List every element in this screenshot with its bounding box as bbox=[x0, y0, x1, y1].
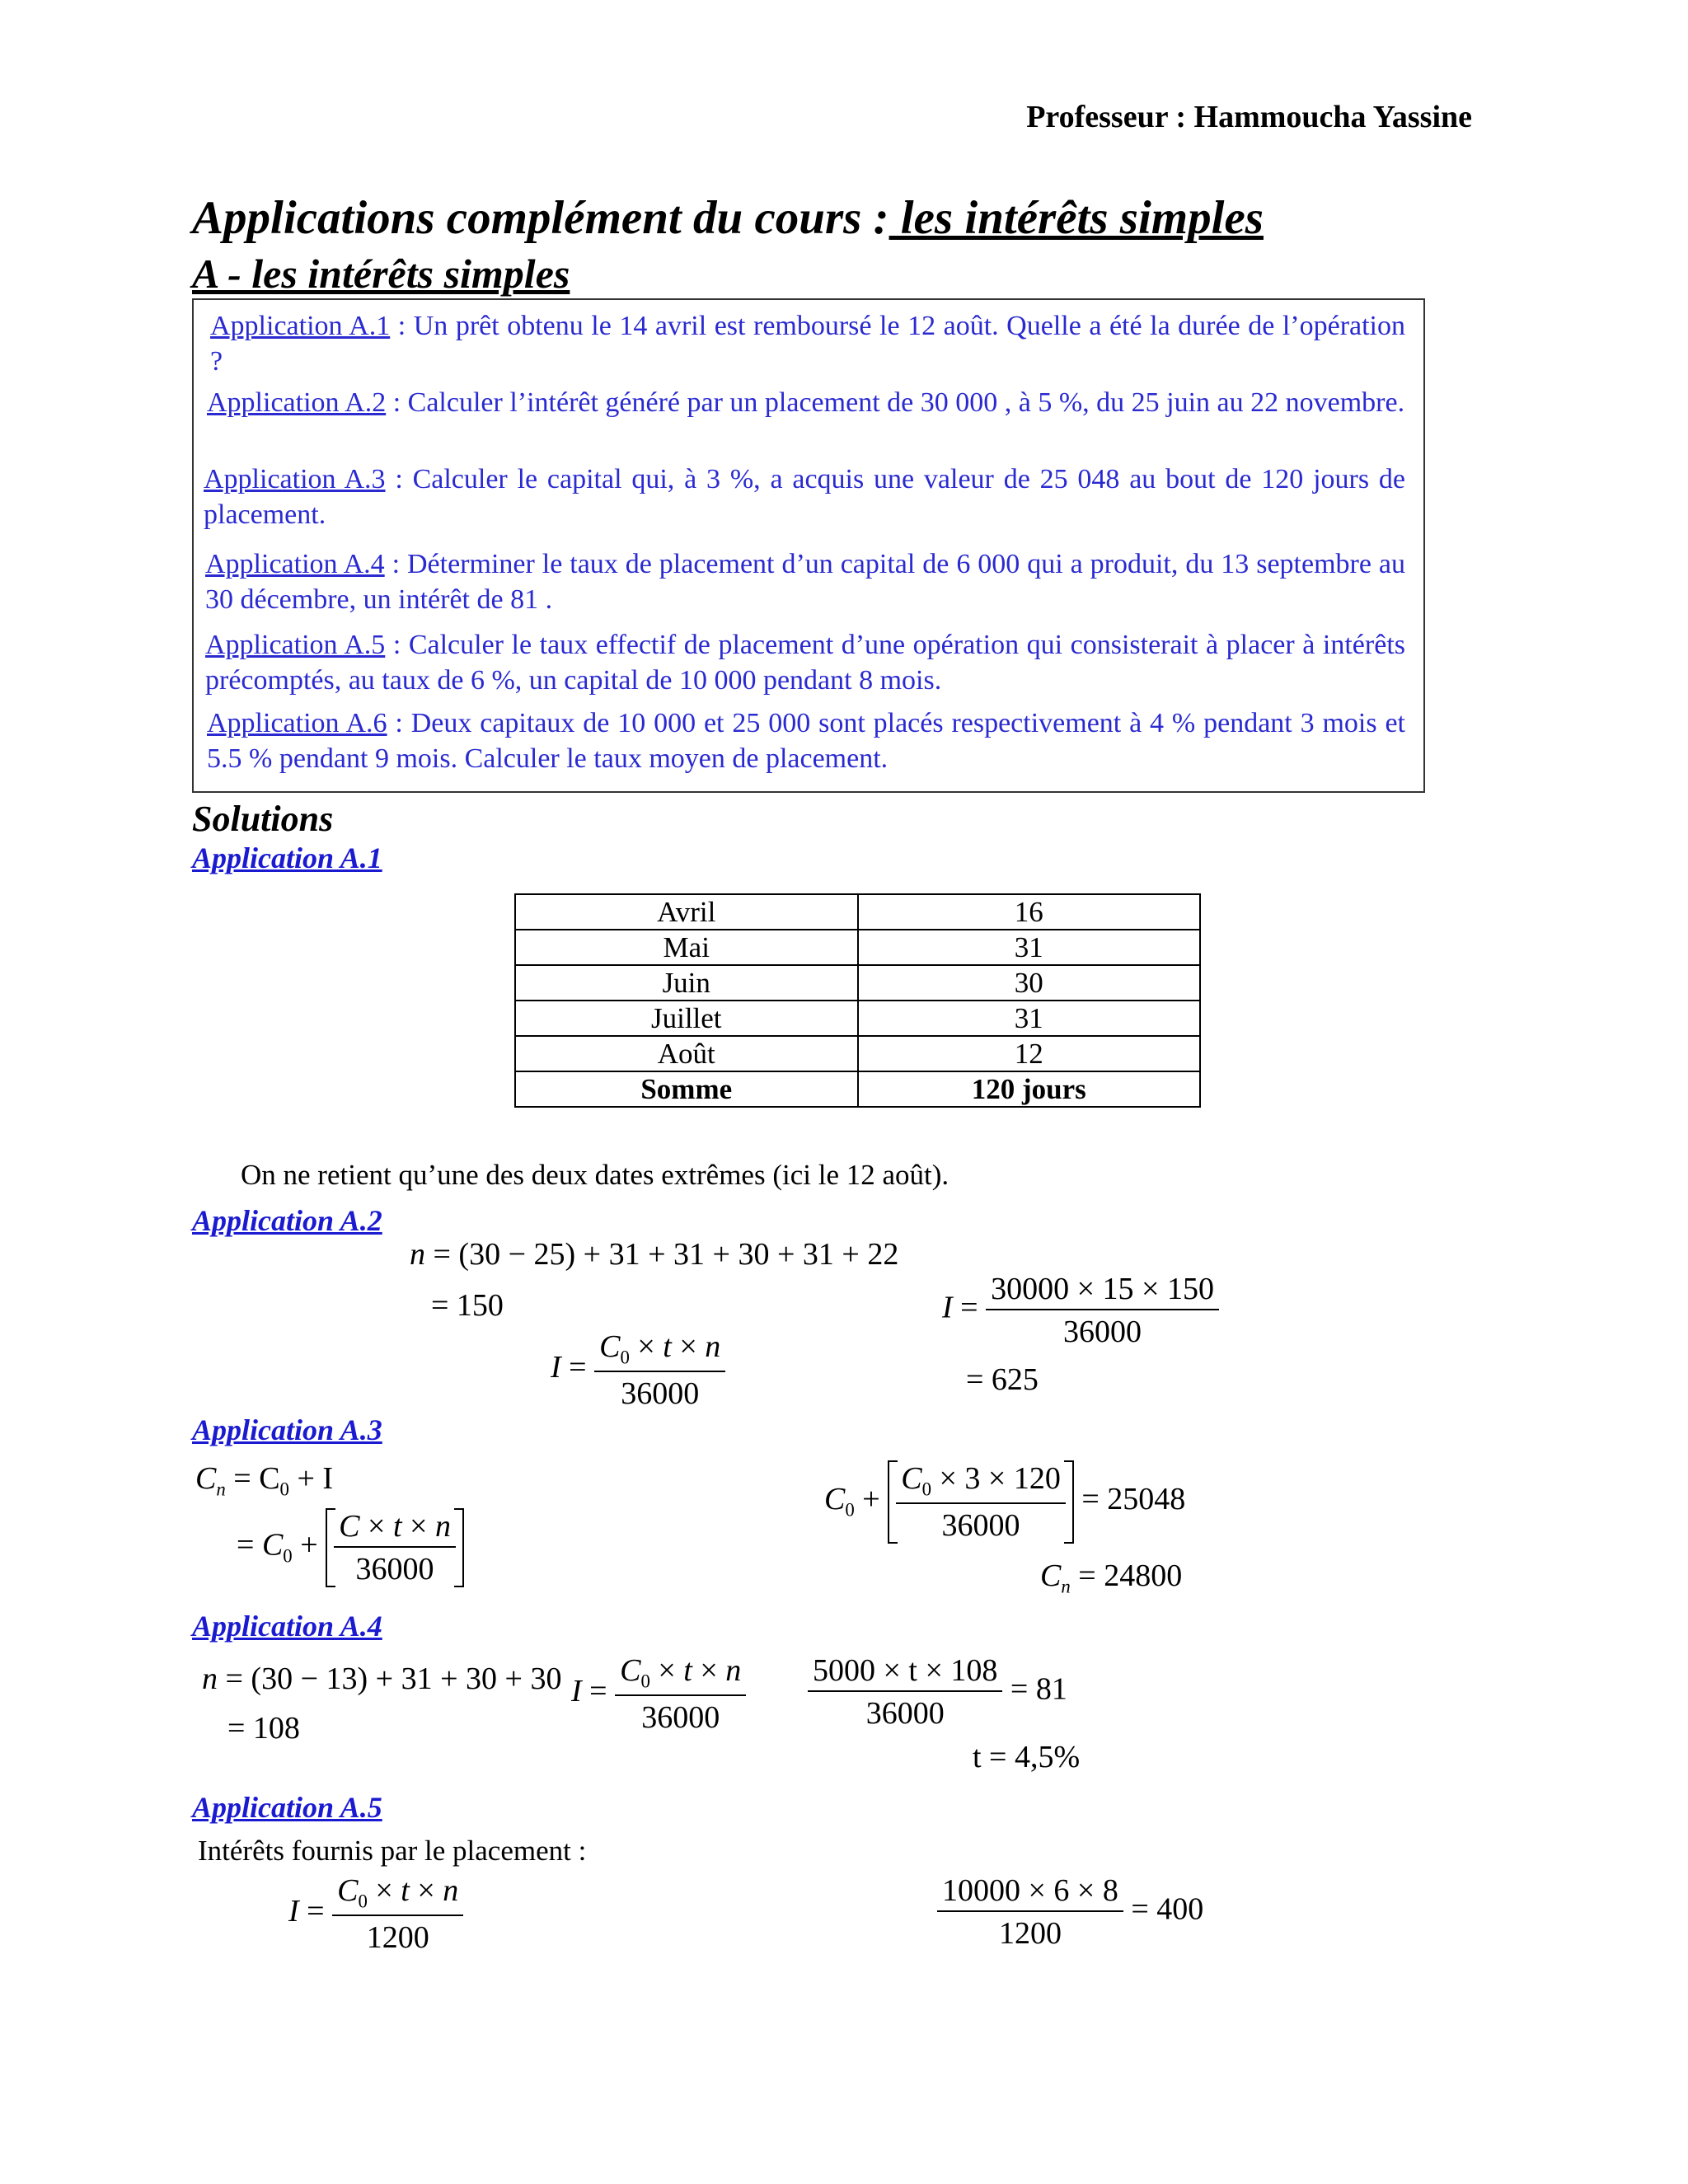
app-label: Application A.1 bbox=[210, 311, 391, 341]
month-cell: Juin bbox=[515, 965, 858, 1001]
table-row bbox=[515, 965, 1200, 1001]
a3-cn-result: $C_n = 24800$ bbox=[1040, 1558, 1183, 1597]
solution-a5-label: Application A.5 bbox=[192, 1791, 382, 1824]
application-a1 bbox=[210, 308, 1405, 379]
table-row bbox=[515, 1001, 1200, 1036]
applications-box bbox=[192, 298, 1425, 793]
app-text: : Calculer l’intérêt généré par un placement de 30 000 , à 5 %, du 25 juin au 22 novembre. bbox=[386, 387, 1405, 418]
table-row bbox=[515, 894, 1200, 930]
app-label: Application A.6 bbox=[207, 708, 387, 738]
month-cell: Mai bbox=[515, 930, 858, 965]
months-table bbox=[514, 893, 1201, 1108]
sum-value-cell: 120 jours bbox=[858, 1071, 1201, 1107]
sum-label-cell: Somme bbox=[515, 1071, 858, 1107]
title-main: Applications complément du cours : bbox=[192, 192, 889, 244]
solution-a2-label: Application A.2 bbox=[192, 1204, 382, 1237]
application-a6 bbox=[207, 705, 1405, 776]
app-label: Application A.3 bbox=[204, 464, 386, 494]
table-row bbox=[515, 1036, 1200, 1071]
month-cell: Avril bbox=[515, 894, 858, 930]
app-label: Application A.2 bbox=[207, 387, 387, 418]
month-cell: Juillet bbox=[515, 1001, 858, 1036]
application-a5 bbox=[205, 627, 1405, 698]
a2-i-numeric: I = $\frac{30000 \times 15 \times 150}{36000}$ bbox=[942, 1271, 1219, 1350]
title-underlined: les intérêts simples bbox=[889, 192, 1264, 244]
a3-eq1: $C_n = C_0 + I$ bbox=[195, 1461, 334, 1500]
a4-numeric: $\frac{5000 \times t \times 108}{36000}$ = 81 bbox=[808, 1652, 1067, 1732]
days-cell: 30 bbox=[858, 965, 1201, 1001]
author: Professeur : Hammoucha Yassine bbox=[1026, 100, 1472, 134]
month-cell: Août bbox=[515, 1036, 858, 1071]
app-text: : Un prêt obtenu le 14 avril est remboursé le 12 août. Quelle a été la durée de l’opération ? bbox=[210, 311, 1405, 377]
application-a4 bbox=[205, 546, 1405, 617]
app-text: : Calculer le capital qui, à 3 %, a acquis une valeur de 25 048 au bout de 120 jours de placement. bbox=[204, 464, 1405, 530]
a2-n-line2: = 150 bbox=[431, 1288, 504, 1323]
a2-n-line1: n = (30 − 25) + 31 + 31 + 30 + 31 + 22 bbox=[410, 1237, 899, 1272]
solution-a3-label: Application A.3 bbox=[192, 1413, 382, 1446]
days-cell: 16 bbox=[858, 894, 1201, 930]
a2-i-formula: I = $\frac{C_0 \times t \times n}{36000}$ bbox=[551, 1329, 725, 1412]
section-subtitle: A - les intérêts simples bbox=[192, 251, 570, 297]
solution-a1-label: Application A.1 bbox=[192, 841, 382, 874]
a3-c0-equation: $C_0$ + $\frac{C_0 \times 3 \times 120}{36000}$ = 25048 bbox=[824, 1461, 1186, 1543]
page-title bbox=[192, 191, 1264, 245]
a4-n-line2: = 108 bbox=[227, 1711, 300, 1746]
app-label: Application A.4 bbox=[205, 549, 385, 579]
application-a3 bbox=[204, 462, 1405, 532]
a2-i-result: = 625 bbox=[966, 1362, 1039, 1397]
a5-intro: Intérêts fournis par le placement : bbox=[198, 1835, 587, 1867]
a4-i-formula: I = $\frac{C_0 \times t \times n}{36000}$ bbox=[571, 1652, 746, 1736]
a4-n-line1: n = (30 − 13) + 31 + 30 + 30 bbox=[202, 1661, 562, 1696]
solution-a4-label: Application A.4 bbox=[192, 1610, 382, 1643]
a1-note: On ne retient qu’une des deux dates extrêmes (ici le 12 août). bbox=[241, 1159, 950, 1191]
a4-t-result: t = 4,5% bbox=[973, 1740, 1081, 1774]
days-cell: 31 bbox=[858, 930, 1201, 965]
sum-row bbox=[515, 1071, 1200, 1107]
days-cell: 12 bbox=[858, 1036, 1201, 1071]
app-label: Application A.5 bbox=[205, 630, 386, 660]
days-cell: 31 bbox=[858, 1001, 1201, 1036]
table-row bbox=[515, 930, 1200, 965]
a5-numeric: $\frac{10000 \times 6 \times 8}{1200}$ = 400 bbox=[937, 1872, 1203, 1952]
app-text: : Déterminer le taux de placement d’un capital de 6 000 qui a produit, du 13 septembre au 30 décembre, un intérêt de 81 . bbox=[205, 549, 1405, 615]
app-text: : Calculer le taux effectif de placement d’une opération qui consisterait à placer à intérêts précomptés, au taux de 6 %, un capital de 10 000 pendant 8 mois. bbox=[205, 630, 1405, 696]
application-a2 bbox=[207, 385, 1405, 420]
app-text: : Deux capitaux de 10 000 et 25 000 sont placés respectivement à 4 % pendant 3 mois et 5.5 % pendant 9 mois. Calculer le taux moyen de placement. bbox=[207, 708, 1405, 774]
a5-i-formula: I = $\frac{C_0 \times t \times n}{1200}$ bbox=[288, 1872, 463, 1956]
a3-eq2: = $C_0$ + $\frac{C \times t \times n}{36000}$ bbox=[237, 1508, 464, 1587]
solutions-heading: Solutions bbox=[192, 799, 334, 839]
